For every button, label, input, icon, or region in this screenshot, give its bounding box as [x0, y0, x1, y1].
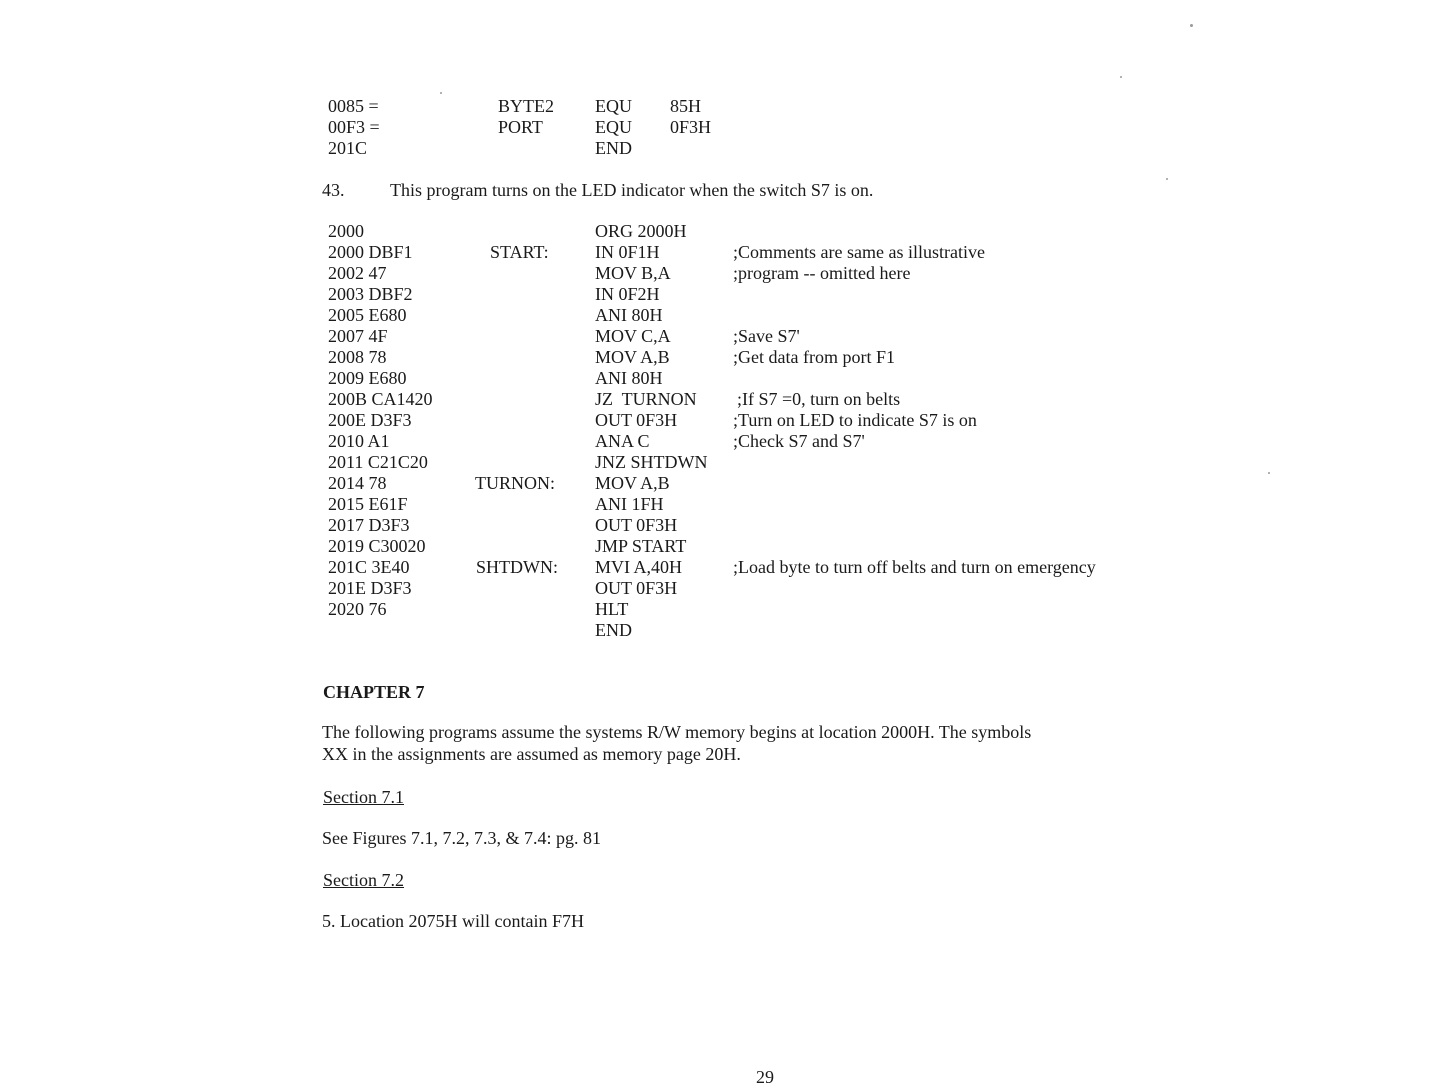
equ-value: 85H	[670, 96, 701, 116]
scan-speck	[1120, 76, 1122, 78]
listing-instruction: IN 0F1H	[595, 242, 660, 262]
listing-address: 2003 DBF2	[328, 284, 413, 304]
listing-comment: ;Turn on LED to indicate S7 is on	[733, 410, 977, 430]
listing-address: 2010 A1	[328, 431, 390, 451]
equ-directive: EQU	[595, 96, 632, 116]
listing-address: 2020 76	[328, 599, 387, 619]
listing-address: 2011 C21C20	[328, 452, 428, 472]
listing-instruction: HLT	[595, 599, 629, 619]
scan-speck	[1268, 472, 1270, 474]
listing-comment: ;program -- omitted here	[733, 263, 911, 283]
listing-instruction: MOV B,A	[595, 263, 671, 283]
listing-instruction: ANI 80H	[595, 368, 663, 388]
equ-symbol: BYTE2	[498, 96, 554, 116]
listing-address: 2007 4F	[328, 326, 388, 346]
listing-instruction: ANA C	[595, 431, 650, 451]
listing-address: 2015 E61F	[328, 494, 408, 514]
scan-speck	[1166, 178, 1168, 180]
listing-label: START:	[490, 242, 549, 262]
listing-instruction: MOV A,B	[595, 347, 670, 367]
listing-instruction: MOV A,B	[595, 473, 670, 493]
listing-comment: ;If S7 =0, turn on belts	[737, 389, 901, 409]
listing-address: 2002 47	[328, 263, 387, 283]
equ-value: 0F3H	[670, 117, 712, 137]
listing-address: 2000	[328, 221, 364, 241]
section-7-2-title: Section 7.2	[323, 870, 404, 890]
listing-instruction: OUT 0F3H	[595, 578, 678, 598]
chapter-intro-line-1: The following programs assume the systems R/W memory begins at location 2000H. The symbols	[322, 722, 1032, 742]
section-7-1-text: See Figures 7.1, 7.2, 7.3, & 7.4: pg. 81	[322, 828, 601, 848]
listing-instruction: OUT 0F3H	[595, 410, 678, 430]
equ-symbol: PORT	[498, 117, 543, 137]
listing-address: 2019 C30020	[328, 536, 426, 556]
problem-43	[322, 179, 874, 201]
listing-comment: ;Load byte to turn off belts and turn on emergency	[733, 557, 1096, 577]
listing-instruction: END	[595, 620, 632, 640]
equ-directive: EQU	[595, 117, 632, 137]
listing-address: 2005 E680	[328, 305, 407, 325]
listing-instruction: JNZ SHTDWN	[595, 452, 708, 472]
listing-address: 200B CA1420	[328, 389, 433, 409]
listing-instruction: ANI 80H	[595, 305, 663, 325]
listing-label: SHTDWN:	[476, 557, 558, 577]
listing-address: 201C 3E40	[328, 557, 410, 577]
listing-instruction: IN 0F2H	[595, 284, 660, 304]
equ-address: 0085 =	[328, 96, 379, 116]
chapter-intro-line-2: XX in the assignments are assumed as memory page 20H.	[322, 744, 741, 764]
listing-instruction: ORG 2000H	[595, 221, 687, 241]
listing-address: 2000 DBF1	[328, 242, 413, 262]
listing-comment: ;Get data from port F1	[733, 347, 895, 367]
listing-instruction: JZ TURNON	[595, 389, 697, 409]
listing-address: 2014 78	[328, 473, 387, 493]
listing-instruction: MOV C,A	[595, 326, 671, 346]
listing-address: 200E D3F3	[328, 410, 412, 430]
section-7-2-text: 5. Location 2075H will contain F7H	[322, 911, 584, 931]
listing-label: TURNON:	[475, 473, 555, 493]
listing-comment: ;Check S7 and S7'	[733, 431, 865, 451]
chapter-heading: CHAPTER 7	[323, 682, 425, 702]
scan-speck	[440, 92, 442, 94]
listing-address: 201E D3F3	[328, 578, 412, 598]
equ-address: 00F3 =	[328, 117, 380, 137]
equ-address: 201C	[328, 138, 368, 158]
listing-address: 2008 78	[328, 347, 387, 367]
listing-instruction: OUT 0F3H	[595, 515, 678, 535]
listing-instruction: JMP START	[595, 536, 687, 556]
listing-address: 2017 D3F3	[328, 515, 410, 535]
listing-comment: ;Comments are same as illustrative	[733, 242, 985, 262]
page-number: 29	[756, 1067, 774, 1087]
problem-text: This program turns on the LED indicator when the switch S7 is on.	[390, 180, 874, 200]
section-7-1-title: Section 7.1	[323, 787, 404, 807]
listing-instruction: ANI 1FH	[595, 494, 664, 514]
listing-address: 2009 E680	[328, 368, 407, 388]
equ-directive: END	[595, 138, 632, 158]
listing-instruction: MVI A,40H	[595, 557, 683, 577]
listing-comment: ;Save S7'	[733, 326, 800, 346]
problem-number: 43.	[322, 180, 345, 200]
scan-speck	[1190, 24, 1193, 27]
